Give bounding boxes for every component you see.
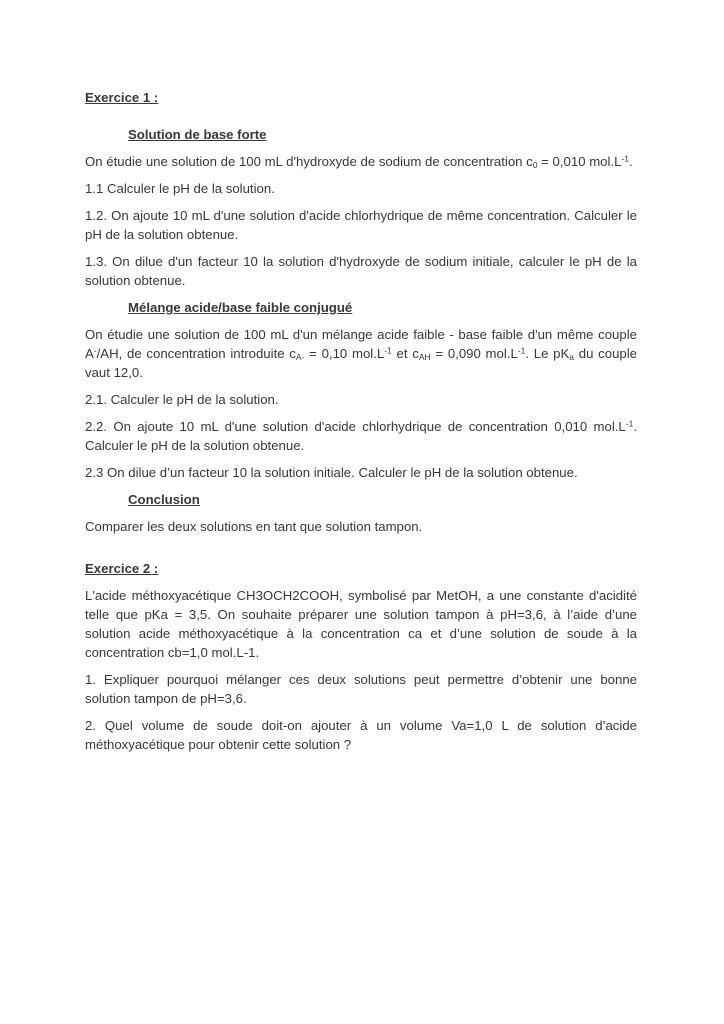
- section-heading-conclusion: Conclusion: [128, 492, 200, 507]
- question-2-1: 2.1. Calculer le pH de la solution.: [85, 392, 279, 407]
- conclusion-paragraph: Comparer les deux solutions en tant que solution tampon.: [85, 519, 423, 534]
- section-heading-strong-base: Solution de base forte: [128, 127, 267, 142]
- exercise-2-question-1: 1. Expliquer pourquoi mélanger ces deux solutions peut permettre d’obtenir une bonne solution tampon de pH=3,6.: [85, 672, 637, 706]
- question-2-2: 2.2. On ajoute 10 mL d'une solution d'acide chlorhydrique de concentration 0,010 $mol.L^{-1}$. Calculer le pH de la solution obtenue.: [85, 418, 637, 453]
- question-1-3: 1.3. On dilue d'un facteur 10 la solution d'hydroxyde de sodium initiale, calculer le pH de la solution obtenue.: [85, 254, 637, 288]
- strong-base-intro-paragraph: On étudie une solution de 100 mL d'hydroxyde de sodium de concentration $c_0 = 0,010$ $mol.L^{-1}$.: [85, 153, 633, 170]
- exercise-2-question-2: 2. Quel volume de soude doit-on ajouter à un volume Va=1,0 L de solution d’acide méthoxyacétique pour obtenir cette solution ?: [85, 718, 637, 752]
- section-heading-weak-acid-base: Mélange acide/base faible conjugué: [128, 300, 353, 315]
- question-1-2: 1.2. On ajoute 10 mL d'une solution d'acide chlorhydrique de même concentration. Calculer le pH de la solution obtenue.: [85, 208, 637, 242]
- question-1-1: 1.1 Calculer le pH de la solution.: [85, 181, 275, 196]
- exercise-2-heading: Exercice 2 :: [85, 561, 159, 576]
- exercise-1-heading: Exercice 1 :: [85, 90, 159, 105]
- exercise-2-intro-paragraph: L'acide méthoxyacétique CH3OCH2COOH, symbolisé par MetOH, a une constante d'acidité telle que pKa = 3,5. On souhaite préparer une solution tampon à pH=3,6, à l’aide d’une solution acide méthoxyacétique à la concentration ca et d’une solution de soude à la concentration cb=1,0 mol.L-1.: [85, 588, 637, 660]
- weak-mixture-intro-paragraph: On étudie une solution de 100 mL d'un mélange acide faible - base faible d'un même couple A-/AH, de concentration introduite $c_{A-} = 0,10$ $mol.L^{-1}$ et $c_{AH} = 0,090$ $mol.L^{-1}$. Le $pK_a$ du couple vaut 12,0.: [85, 327, 638, 380]
- question-2-3: 2.3 On dilue d’un facteur 10 la solution initiale. Calculer le pH de la solution obtenue.: [85, 465, 578, 480]
